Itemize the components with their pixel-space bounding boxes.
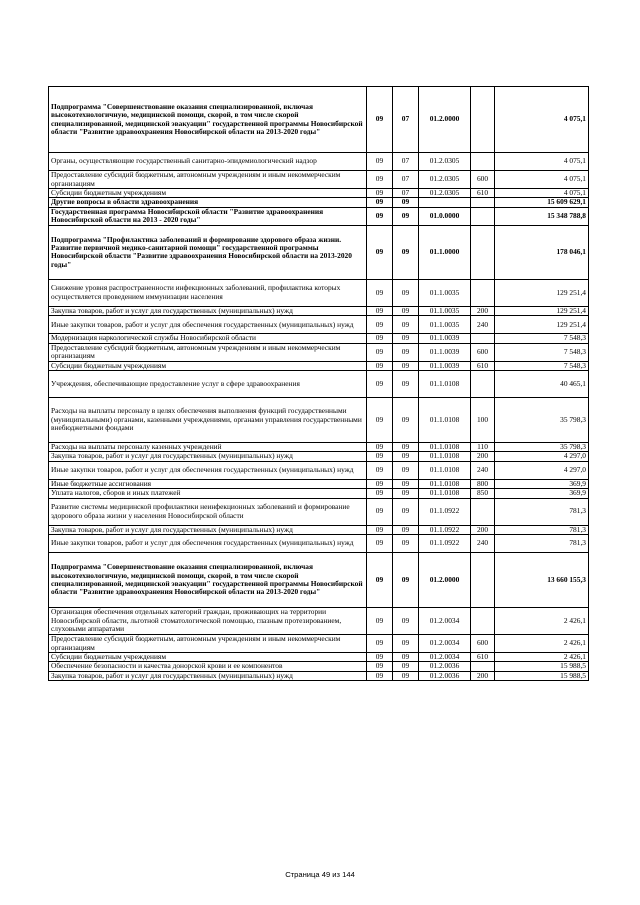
cell-name: Предоставление субсидий бюджетным, автономным учреждениям и иным некоммерческим организациям	[49, 171, 367, 189]
cell-target-article: 01.2.0036	[419, 662, 471, 671]
cell-amount: 2 426,1	[495, 653, 589, 662]
table-row	[49, 153, 589, 171]
cell-subsection: 09	[393, 343, 419, 361]
cell-amount: 35 798,3	[495, 398, 589, 443]
cell-target-article: 01.1.0039	[419, 334, 471, 343]
cell-expense-type	[471, 87, 495, 153]
cell-target-article: 01.1.0108	[419, 452, 471, 461]
cell-section: 09	[367, 489, 393, 498]
cell-expense-type: 800	[471, 479, 495, 488]
table-row	[49, 279, 589, 306]
cell-expense-type: 850	[471, 489, 495, 498]
cell-name: Подпрограмма "Совершенствование оказания специализированной, включая высокотехнологичную, медицинской помощи, скорой, в том числе скорой специализированной, медицинской эвакуации" государственной программы Новосибирской области "Развитие здравоохранения Новосибирской области на 2013-2020 годы"	[49, 553, 367, 608]
cell-target-article: 01.2.0034	[419, 635, 471, 653]
cell-subsection: 09	[393, 553, 419, 608]
cell-subsection: 09	[393, 653, 419, 662]
cell-target-article: 01.2.0305	[419, 171, 471, 189]
cell-subsection: 09	[393, 207, 419, 225]
cell-amount: 4 075,1	[495, 189, 589, 198]
cell-target-article: 01.1.0039	[419, 343, 471, 361]
cell-expense-type	[471, 608, 495, 635]
cell-section: 09	[367, 461, 393, 479]
cell-expense-type: 600	[471, 171, 495, 189]
table-row	[49, 525, 589, 534]
cell-name: Иные закупки товаров, работ и услуг для обеспечения государственных (муниципальных) нужд	[49, 316, 367, 334]
table-row	[49, 608, 589, 635]
cell-subsection: 09	[393, 361, 419, 370]
table-row	[49, 207, 589, 225]
cell-section: 09	[367, 553, 393, 608]
cell-amount: 35 798,3	[495, 443, 589, 452]
cell-amount: 2 426,1	[495, 608, 589, 635]
cell-target-article: 01.2.0000	[419, 553, 471, 608]
cell-name: Расходы на выплаты персоналу в целях обеспечения выполнения функций государственными (муниципальными) органами, казенными учреждениями, органами управления государственными внебюджетными фондами	[49, 398, 367, 443]
cell-amount: 781,3	[495, 498, 589, 525]
cell-target-article: 01.1.0035	[419, 316, 471, 334]
table-row	[49, 316, 589, 334]
table-row	[49, 189, 589, 198]
table-row	[49, 306, 589, 315]
cell-subsection: 09	[393, 225, 419, 279]
cell-subsection: 09	[393, 489, 419, 498]
cell-section: 09	[367, 316, 393, 334]
cell-name: Снижение уровня распространенности инфекционных заболеваний, профилактика которых осуществляется проведением иммунизации населения	[49, 279, 367, 306]
cell-target-article: 01.2.0305	[419, 189, 471, 198]
budget-table-body	[49, 87, 589, 681]
cell-expense-type	[471, 207, 495, 225]
cell-amount: 4 297,0	[495, 461, 589, 479]
cell-amount: 15 348 788,8	[495, 207, 589, 225]
cell-name: Другие вопросы в области здравоохранения	[49, 198, 367, 207]
table-row	[49, 671, 589, 680]
cell-name: Предоставление субсидий бюджетным, автономным учреждениям и иным некоммерческим организациям	[49, 343, 367, 361]
cell-name: Расходы на выплаты персоналу казенных учреждений	[49, 443, 367, 452]
table-row	[49, 653, 589, 662]
cell-amount: 129 251,4	[495, 316, 589, 334]
cell-name: Организация обеспечения отдельных категорий граждан, проживающих на территории Новосибирской области, льготной стоматологической помощью, глазным протезированием, слуховыми аппаратами	[49, 608, 367, 635]
cell-name: Закупка товаров, работ и услуг для государственных (муниципальных) нужд	[49, 671, 367, 680]
cell-subsection: 09	[393, 334, 419, 343]
cell-target-article: 01.1.0035	[419, 279, 471, 306]
cell-subsection: 07	[393, 87, 419, 153]
cell-expense-type: 610	[471, 653, 495, 662]
cell-subsection: 09	[393, 279, 419, 306]
cell-subsection: 09	[393, 525, 419, 534]
cell-expense-type: 200	[471, 671, 495, 680]
cell-name: Закупка товаров, работ и услуг для государственных (муниципальных) нужд	[49, 306, 367, 315]
table-row	[49, 535, 589, 553]
table-row	[49, 461, 589, 479]
cell-name: Обеспечение безопасности и качества донорской крови и ее компонентов	[49, 662, 367, 671]
cell-subsection: 09	[393, 371, 419, 398]
cell-target-article: 01.1.0108	[419, 371, 471, 398]
table-row	[49, 87, 589, 153]
cell-name: Субсидии бюджетным учреждениям	[49, 361, 367, 370]
cell-expense-type	[471, 225, 495, 279]
table-row	[49, 553, 589, 608]
cell-section: 09	[367, 608, 393, 635]
table-row	[49, 371, 589, 398]
cell-expense-type: 110	[471, 443, 495, 452]
cell-section: 09	[367, 279, 393, 306]
cell-amount: 129 251,4	[495, 279, 589, 306]
cell-subsection: 09	[393, 671, 419, 680]
cell-expense-type	[471, 153, 495, 171]
cell-amount: 178 046,1	[495, 225, 589, 279]
cell-expense-type	[471, 198, 495, 207]
cell-section: 09	[367, 361, 393, 370]
table-row	[49, 171, 589, 189]
cell-name: Подпрограмма "Профилактика заболеваний и формирование здорового образа жизни. Развитие первичной медико-санитарной помощи" государственной программы Новосибирской области "Развитие здравоохранения Новосибирской области на 2013-2020 годы"	[49, 225, 367, 279]
cell-subsection: 09	[393, 316, 419, 334]
cell-section: 09	[367, 653, 393, 662]
cell-section: 09	[367, 525, 393, 534]
cell-subsection: 07	[393, 153, 419, 171]
cell-target-article: 01.1.0922	[419, 498, 471, 525]
table-row	[49, 452, 589, 461]
cell-expense-type	[471, 662, 495, 671]
cell-subsection: 09	[393, 498, 419, 525]
cell-target-article: 01.0.0000	[419, 207, 471, 225]
cell-section: 09	[367, 443, 393, 452]
cell-subsection: 09	[393, 461, 419, 479]
cell-name: Иные бюджетные ассигнования	[49, 479, 367, 488]
cell-section: 09	[367, 189, 393, 198]
cell-name: Субсидии бюджетным учреждениям	[49, 653, 367, 662]
cell-amount: 15 609 629,1	[495, 198, 589, 207]
cell-name: Развитие системы медицинской профилактики неинфекционных заболеваний и формирование здорового образа жизни у населения Новосибирской области	[49, 498, 367, 525]
cell-target-article: 01.1.0922	[419, 525, 471, 534]
cell-subsection: 09	[393, 398, 419, 443]
cell-subsection: 09	[393, 306, 419, 315]
cell-name: Закупка товаров, работ и услуг для государственных (муниципальных) нужд	[49, 452, 367, 461]
cell-subsection: 09	[393, 479, 419, 488]
cell-target-article: 01.2.0034	[419, 653, 471, 662]
table-row	[49, 343, 589, 361]
cell-amount: 4 075,1	[495, 153, 589, 171]
cell-expense-type	[471, 334, 495, 343]
cell-section: 09	[367, 498, 393, 525]
cell-name: Учреждения, обеспечивающие предоставление услуг в сфере здравоохранения	[49, 371, 367, 398]
cell-expense-type: 200	[471, 452, 495, 461]
budget-table	[48, 86, 589, 681]
table-row	[49, 225, 589, 279]
cell-subsection: 09	[393, 535, 419, 553]
cell-amount: 13 660 155,3	[495, 553, 589, 608]
cell-target-article: 01.1.0108	[419, 489, 471, 498]
cell-amount: 781,3	[495, 535, 589, 553]
table-row	[49, 498, 589, 525]
cell-section: 09	[367, 306, 393, 315]
cell-expense-type: 240	[471, 461, 495, 479]
cell-section: 09	[367, 87, 393, 153]
cell-expense-type	[471, 279, 495, 306]
cell-expense-type	[471, 498, 495, 525]
cell-target-article: 01.1.0000	[419, 225, 471, 279]
cell-expense-type: 200	[471, 306, 495, 315]
cell-section: 09	[367, 207, 393, 225]
cell-subsection: 07	[393, 171, 419, 189]
cell-target-article: 01.2.0036	[419, 671, 471, 680]
cell-expense-type: 240	[471, 316, 495, 334]
table-row	[49, 635, 589, 653]
cell-amount: 4 297,0	[495, 452, 589, 461]
cell-amount: 129 251,4	[495, 306, 589, 315]
cell-section: 09	[367, 343, 393, 361]
cell-subsection: 09	[393, 635, 419, 653]
cell-name: Предоставление субсидий бюджетным, автономным учреждениям и иным некоммерческим организациям	[49, 635, 367, 653]
cell-expense-type: 610	[471, 189, 495, 198]
cell-subsection: 07	[393, 189, 419, 198]
cell-section: 09	[367, 671, 393, 680]
cell-section: 09	[367, 452, 393, 461]
cell-target-article: 01.1.0922	[419, 535, 471, 553]
cell-amount: 15 988,5	[495, 671, 589, 680]
cell-name: Уплата налогов, сборов и иных платежей	[49, 489, 367, 498]
cell-target-article: 01.1.0039	[419, 361, 471, 370]
cell-name: Закупка товаров, работ и услуг для государственных (муниципальных) нужд	[49, 525, 367, 534]
cell-subsection: 09	[393, 443, 419, 452]
table-row	[49, 334, 589, 343]
cell-expense-type: 600	[471, 635, 495, 653]
cell-amount: 369,9	[495, 489, 589, 498]
cell-section: 09	[367, 398, 393, 443]
cell-target-article: 01.1.0108	[419, 398, 471, 443]
cell-amount: 7 548,3	[495, 334, 589, 343]
cell-section: 09	[367, 535, 393, 553]
cell-subsection: 09	[393, 662, 419, 671]
cell-target-article: 01.1.0108	[419, 461, 471, 479]
cell-amount: 2 426,1	[495, 635, 589, 653]
cell-target-article: 01.1.0108	[419, 479, 471, 488]
cell-expense-type	[471, 553, 495, 608]
cell-target-article: 01.2.0305	[419, 153, 471, 171]
cell-section: 09	[367, 198, 393, 207]
cell-name: Модернизация наркологической службы Новосибирской области	[49, 334, 367, 343]
cell-name: Субсидии бюджетным учреждениям	[49, 189, 367, 198]
cell-target-article: 01.1.0108	[419, 443, 471, 452]
cell-amount: 7 548,3	[495, 361, 589, 370]
table-row	[49, 361, 589, 370]
table-row	[49, 398, 589, 443]
cell-section: 09	[367, 153, 393, 171]
cell-section: 09	[367, 662, 393, 671]
cell-section: 09	[367, 371, 393, 398]
cell-amount: 40 465,1	[495, 371, 589, 398]
cell-section: 09	[367, 635, 393, 653]
cell-subsection: 09	[393, 608, 419, 635]
cell-target-article: 01.2.0000	[419, 87, 471, 153]
cell-section: 09	[367, 334, 393, 343]
cell-name: Иные закупки товаров, работ и услуг для обеспечения государственных (муниципальных) нужд	[49, 535, 367, 553]
table-row	[49, 479, 589, 488]
table-row	[49, 443, 589, 452]
cell-expense-type	[471, 371, 495, 398]
cell-name: Органы, осуществляющие государственный санитарно-эпидемиологический надзор	[49, 153, 367, 171]
cell-amount: 4 075,1	[495, 171, 589, 189]
cell-name: Государственная программа Новосибирской области "Развитие здравоохранения Новосибирской области на 2013 - 2020 годы"	[49, 207, 367, 225]
cell-amount: 4 075,1	[495, 87, 589, 153]
cell-expense-type: 600	[471, 343, 495, 361]
cell-amount: 7 548,3	[495, 343, 589, 361]
cell-subsection: 09	[393, 452, 419, 461]
cell-name: Иные закупки товаров, работ и услуг для обеспечения государственных (муниципальных) нужд	[49, 461, 367, 479]
table-row	[49, 662, 589, 671]
cell-section: 09	[367, 225, 393, 279]
cell-section: 09	[367, 479, 393, 488]
cell-expense-type: 610	[471, 361, 495, 370]
cell-target-article: 01.1.0035	[419, 306, 471, 315]
cell-amount: 781,3	[495, 525, 589, 534]
cell-section: 09	[367, 171, 393, 189]
cell-expense-type: 200	[471, 525, 495, 534]
cell-amount: 15 988,5	[495, 662, 589, 671]
table-row	[49, 489, 589, 498]
cell-target-article: 01.2.0034	[419, 608, 471, 635]
cell-amount: 369,9	[495, 479, 589, 488]
table-row	[49, 198, 589, 207]
cell-subsection: 09	[393, 198, 419, 207]
cell-expense-type: 100	[471, 398, 495, 443]
page-footer: Страница 49 из 144	[285, 870, 355, 879]
cell-target-article	[419, 198, 471, 207]
cell-expense-type: 240	[471, 535, 495, 553]
cell-name: Подпрограмма "Совершенствование оказания специализированной, включая высокотехнологичную, медицинской помощи, скорой, в том числе скорой специализированной, медицинской эвакуации" государственной программы Новосибирской области "Развитие здравоохранения Новосибирской области на 2013-2020 годы"	[49, 87, 367, 153]
